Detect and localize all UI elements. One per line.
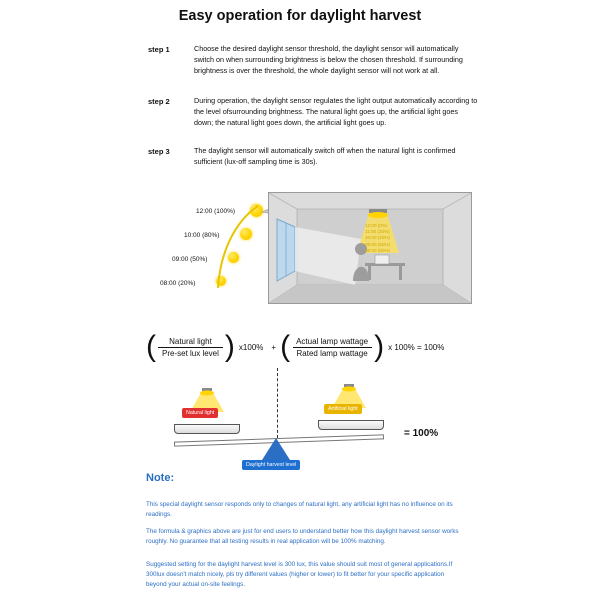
step-2-text: During operation, the daylight sensor regulates the light output automatically according to the level ofsurrounding brightness. The natural light goes up, the artificial light goes down; the natural light goes down, the artificial light goes up. bbox=[194, 96, 478, 127]
left-paren-close: ) bbox=[224, 330, 235, 363]
step-1-label: step 1 bbox=[148, 45, 170, 54]
room-readout-line-5: 08:00 (80%) bbox=[365, 247, 391, 253]
natural-light-tag: Natural light bbox=[182, 408, 218, 418]
right-paren-close: ) bbox=[374, 330, 385, 363]
formula-operator: + bbox=[271, 342, 277, 352]
left-numerator: Natural light bbox=[169, 336, 212, 346]
lux-label-1000: 10:00 (80%) bbox=[184, 232, 220, 239]
left-pan bbox=[174, 424, 240, 434]
left-multiplier: x100% bbox=[238, 342, 264, 352]
note-paragraph-1: This special daylight sensor responds only to changes of natural light, any artificial light has no influence on its readings. bbox=[146, 501, 453, 518]
step-1 bbox=[148, 44, 478, 76]
step-2 bbox=[148, 96, 478, 128]
step-3-text: The daylight sensor will automatically switch off when the natural light is confirmed sufficient (lux-off sampling time is 30s). bbox=[194, 146, 456, 166]
right-denominator: Rated lamp wattage bbox=[293, 347, 372, 358]
center-divider bbox=[277, 368, 278, 438]
scale-plus-sign: + bbox=[272, 442, 280, 457]
left-denominator: Pre-set lux level bbox=[158, 347, 223, 358]
lux-label-0800: 08:00 (20%) bbox=[160, 280, 196, 287]
scale-total: = 100% bbox=[404, 428, 439, 439]
step-2-label: step 2 bbox=[148, 97, 170, 106]
balance-scale bbox=[146, 368, 476, 468]
step-3 bbox=[148, 146, 478, 168]
room-readout-line-2: 11:00 (20%) bbox=[365, 229, 390, 235]
right-fraction bbox=[292, 337, 372, 358]
artificial-light-tag: Artificial light bbox=[324, 404, 362, 414]
right-multiplier: x 100% = 100% bbox=[388, 342, 445, 352]
room-readout bbox=[365, 223, 390, 254]
step-3-label: step 3 bbox=[148, 147, 170, 156]
note-paragraph-2: The formula & graphics above are just for end users to understand better how this daylight harvest sensor works roughly. No guarantee that all testing results in real application will be 100% matching. bbox=[146, 528, 459, 545]
right-pan bbox=[318, 420, 384, 430]
note-heading: Note: bbox=[146, 472, 175, 484]
harvest-formula bbox=[146, 332, 476, 362]
room-readout-line-3: 10:00 (20%) bbox=[365, 235, 391, 241]
right-paren-open: ( bbox=[280, 330, 291, 363]
left-fraction bbox=[158, 337, 223, 358]
room-illustration bbox=[268, 192, 472, 304]
scale-fulcrum bbox=[262, 438, 290, 460]
lux-label-1200: 12:00 (100%) bbox=[196, 208, 236, 215]
step-1-text: Choose the desired daylight sensor threshold, the daylight sensor will automatically switch on when surrounding brightness is below the chosen threshold. If surrounding brightness is over the threshold, the whole daylight sensor will not work at all. bbox=[194, 44, 463, 75]
daylight-harvest-level-tag: Daylight harvest level bbox=[242, 460, 300, 470]
daylight-illustration bbox=[140, 192, 470, 327]
left-paren-open: ( bbox=[146, 330, 156, 363]
lux-label-0900: 09:00 (50%) bbox=[172, 256, 208, 263]
note-paragraph-3: Suggested setting for the daylight harvest level is 300 lux, this value should suit most of general applications.If 300lux doesn't match nicely, pls try different values (higher or lower) to fit better for your specific application beyond your actual on-site feelings. bbox=[146, 561, 453, 588]
right-numerator: Actual lamp wattage bbox=[296, 336, 369, 346]
page-title: Easy operation for daylight harvest bbox=[178, 8, 422, 24]
room-readout-line-4: 09:00 (50%) bbox=[365, 241, 391, 247]
room-readout-line-1: 12:00 (0%) bbox=[365, 223, 388, 228]
